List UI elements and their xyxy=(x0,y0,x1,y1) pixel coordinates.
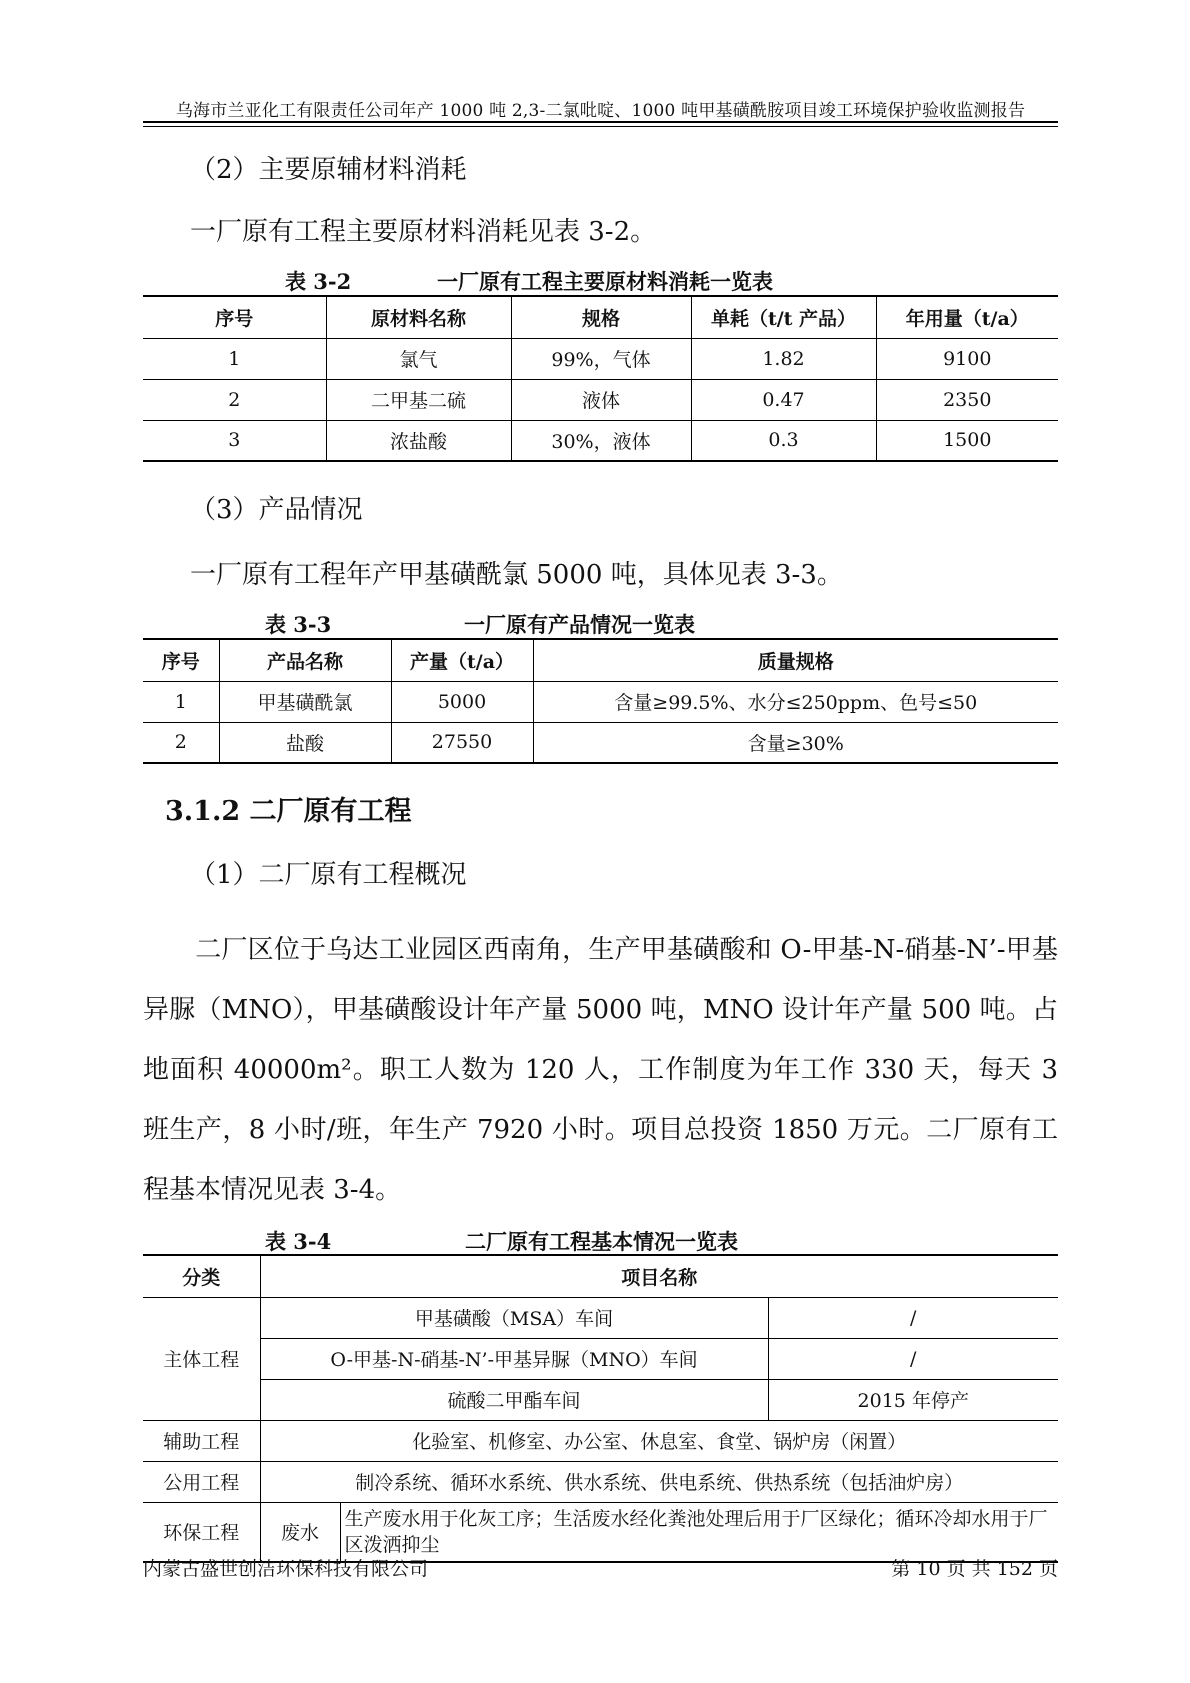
paragraph-materials-intro: 一厂原有工程主要原材料消耗见表 3-2。 xyxy=(190,217,657,247)
column-header: 规格 xyxy=(511,296,691,338)
table-3-3-number: 表 3-3 xyxy=(265,612,332,637)
table-cell: / xyxy=(768,1297,1058,1338)
table-3-4-title: 二厂原有工程基本情况一览表 xyxy=(465,1229,738,1254)
column-header: 年用量（t/a） xyxy=(876,296,1058,338)
table-cell: / xyxy=(768,1338,1058,1379)
section-heading-3-1-2: 3.1.2 二厂原有工程 xyxy=(165,796,412,827)
table-row xyxy=(143,1338,1058,1379)
column-header: 产量（t/a） xyxy=(391,639,533,681)
table-header-row xyxy=(143,639,1058,681)
table-cell: 盐酸 xyxy=(219,722,391,763)
category-cell-env: 环保工程 xyxy=(143,1502,260,1562)
table-cell: 0.47 xyxy=(691,379,876,420)
table-row xyxy=(143,722,1058,763)
table-cell: 制冷系统、循环水系统、供水系统、供电系统、供热系统（包括油炉房） xyxy=(260,1461,1058,1502)
table-cell: 2350 xyxy=(876,379,1058,420)
table-cell: 含量≥99.5%、水分≤250ppm、色号≤50 xyxy=(533,681,1058,722)
category-cell-utility: 公用工程 xyxy=(143,1461,260,1502)
table-cell: 1500 xyxy=(876,420,1058,461)
table-cell: 30%，液体 xyxy=(511,420,691,461)
table-header-row xyxy=(143,1255,1058,1297)
table-cell: 2 xyxy=(143,379,326,420)
section-heading-overview: （1）二厂原有工程概况 xyxy=(190,860,467,890)
paragraph-products-intro: 一厂原有工程年产甲基磺酰氯 5000 吨，具体见表 3-3。 xyxy=(190,560,843,590)
table-cell: 含量≥30% xyxy=(533,722,1058,763)
header-rule-thick xyxy=(143,121,1058,123)
footer-company: 内蒙古盛世创洁环保科技有限公司 xyxy=(143,1558,429,1580)
table-row xyxy=(143,338,1058,379)
section-heading-products: （3）产品情况 xyxy=(190,495,363,525)
table-cell: 2 xyxy=(143,722,219,763)
paragraph-overview-text: 二厂区位于乌达工业园区西南角，生产甲基磺酸和 O-甲基-N-硝基-N’-甲基异脲（MNO），甲基磺酸设计年产量 5000 吨，MNO 设计年产量 500 吨。占地面积 40000m²。职工人数为 120 人，工作制度为年工作 330 天，每天 3 班生产，8 小时/班，年生产 7920 小时。项目总投资 1850 万元。二厂原有工程基本情况见表 3-4。 xyxy=(143,935,1058,1205)
footer-page-number: 第 10 页 共 152 页 xyxy=(891,1558,1058,1580)
table-cell: O-甲基-N-硝基-N’-甲基异脲（MNO）车间 xyxy=(260,1338,768,1379)
table-cell: 1 xyxy=(143,681,219,722)
table-row xyxy=(143,681,1058,722)
header-rule-thin xyxy=(143,126,1058,127)
table-cell: 2015 年停产 xyxy=(768,1379,1058,1420)
table-cell: 9100 xyxy=(876,338,1058,379)
table-cell: 二甲基二硫 xyxy=(326,379,511,420)
table-3-2 xyxy=(143,295,1058,462)
column-header: 序号 xyxy=(143,639,219,681)
table-3-3-title: 一厂原有产品情况一览表 xyxy=(464,612,695,637)
table-row xyxy=(143,420,1058,461)
running-header: 乌海市兰亚化工有限责任公司年产 1000 吨 2,3-二氯吡啶、1000 吨甲基磺酰胺项目竣工环境保护验收监测报告 xyxy=(175,101,1026,121)
table-cell: 0.3 xyxy=(691,420,876,461)
table-row xyxy=(143,1379,1058,1420)
section-heading-materials: （2）主要原辅材料消耗 xyxy=(190,155,467,185)
table-cell: 1.82 xyxy=(691,338,876,379)
table-3-2-number: 表 3-2 xyxy=(285,269,352,294)
column-header: 单耗（t/t 产品） xyxy=(691,296,876,338)
paragraph-overview-body xyxy=(143,920,1058,1220)
table-row xyxy=(143,1461,1058,1502)
column-header: 分类 xyxy=(143,1255,260,1297)
sub-category-cell: 废水 xyxy=(260,1502,340,1562)
table-cell: 甲基磺酰氯 xyxy=(219,681,391,722)
table-cell: 硫酸二甲酯车间 xyxy=(260,1379,768,1420)
table-3-2-title: 一厂原有工程主要原材料消耗一览表 xyxy=(437,269,773,294)
table-row xyxy=(143,1297,1058,1338)
column-header: 项目名称 xyxy=(260,1255,1058,1297)
table-cell: 3 xyxy=(143,420,326,461)
table-cell: 生产废水用于化灰工序；生活废水经化粪池处理后用于厂区绿化；循环冷却水用于厂区泼洒抑尘 xyxy=(340,1502,1058,1562)
table-cell: 氯气 xyxy=(326,338,511,379)
table-cell: 化验室、机修室、办公室、休息室、食堂、锅炉房（闲置） xyxy=(260,1420,1058,1461)
table-3-3 xyxy=(143,638,1058,764)
column-header: 序号 xyxy=(143,296,326,338)
category-cell-aux: 辅助工程 xyxy=(143,1420,260,1461)
column-header: 质量规格 xyxy=(533,639,1058,681)
category-cell-main: 主体工程 xyxy=(143,1297,260,1420)
column-header: 原材料名称 xyxy=(326,296,511,338)
table-cell: 液体 xyxy=(511,379,691,420)
table-row xyxy=(143,1502,1058,1562)
table-cell: 1 xyxy=(143,338,326,379)
table-3-4 xyxy=(143,1254,1058,1563)
column-header: 产品名称 xyxy=(219,639,391,681)
table-row xyxy=(143,1420,1058,1461)
table-cell: 浓盐酸 xyxy=(326,420,511,461)
table-header-row xyxy=(143,296,1058,338)
table-3-4-number: 表 3-4 xyxy=(265,1229,332,1254)
table-cell: 27550 xyxy=(391,722,533,763)
table-cell: 5000 xyxy=(391,681,533,722)
table-cell: 甲基磺酸（MSA）车间 xyxy=(260,1297,768,1338)
table-cell: 99%，气体 xyxy=(511,338,691,379)
table-row xyxy=(143,379,1058,420)
